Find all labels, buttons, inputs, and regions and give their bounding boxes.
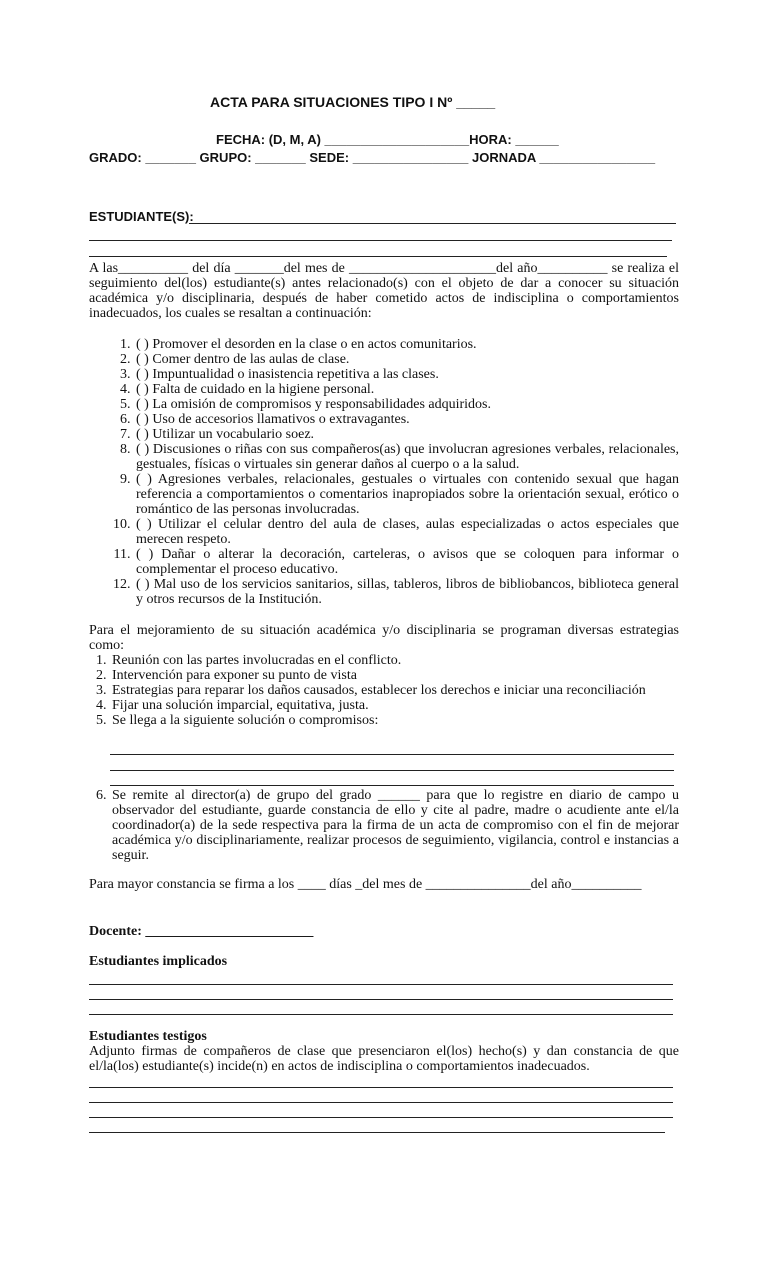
strategies-intro: Para el mejoramiento de su situación académica y/o disciplinaria se programan diversas estrategias como: bbox=[89, 623, 679, 653]
list-item[interactable]: 6. ( ) Uso de accesorios llamativos o extravagantes. bbox=[134, 412, 679, 427]
docente-signature-line[interactable]: Docente: ________________________ bbox=[89, 924, 314, 939]
list-item: 5. Se llega a la siguiente solución o compromisos: bbox=[110, 713, 679, 728]
implicados-line-2[interactable] bbox=[89, 999, 673, 1000]
grado-grupo-sede-line[interactable]: GRADO: _______ GRUPO: _______ SEDE: ________________ JORNADA ________________ bbox=[89, 150, 656, 165]
intro-paragraph: A las__________ del día _______del mes de _____________________del año__________ se realiza el seguimiento del(los) estudiante(s) antes relacionado(s) con el objeto de dar a conocer su situación académica y/o disciplinaria, después de haber cometido actos de indisciplina o comportamientos inadecuados, los cuales se resaltan a continuación: bbox=[89, 261, 679, 321]
implicados-line-3[interactable] bbox=[89, 1014, 673, 1015]
list-item[interactable]: 11. ( ) Dañar o alterar la decoración, carteleras, o avisos que se coloquen para informar o complementar el proceso educativo. bbox=[134, 547, 679, 577]
list-item: 4. Fijar una solución imparcial, equitativa, justa. bbox=[110, 698, 679, 713]
list-item[interactable]: 1. ( ) Promover el desorden en la clase o en actos comunitarios. bbox=[134, 337, 679, 352]
strategies-list bbox=[89, 653, 679, 728]
compromisos-line-1[interactable] bbox=[110, 754, 674, 755]
list-item[interactable]: 12. ( ) Mal uso de los servicios sanitarios, sillas, tableros, libros de bibliobancos, biblioteca general y otros recursos de la Institución. bbox=[134, 577, 679, 607]
fecha-hora-line[interactable]: FECHA: (D, M, A) ____________________HORA: ______ bbox=[216, 132, 559, 147]
compromisos-line-2[interactable] bbox=[110, 770, 674, 771]
testigos-line-1[interactable] bbox=[89, 1087, 673, 1088]
list-item[interactable]: 3. ( ) Impuntualidad o inasistencia repetitiva a las clases. bbox=[134, 367, 679, 382]
list-item[interactable]: 7. ( ) Utilizar un vocabulario soez. bbox=[134, 427, 679, 442]
strategy-6-list bbox=[89, 788, 679, 863]
estudiantes-label: ESTUDIANTE(S): bbox=[89, 209, 194, 224]
implicados-line-1[interactable] bbox=[89, 984, 673, 985]
estudiantes-line-3[interactable] bbox=[89, 256, 667, 257]
list-item[interactable]: 8. ( ) Discusiones o riñas con sus compañeros(as) que involucran agresiones verbales, relacionales, gestuales, físicas o virtuales sin generar daños al cuerpo o a la salud. bbox=[134, 442, 679, 472]
document-title: ACTA PARA SITUACIONES TIPO I Nº _____ bbox=[210, 94, 496, 110]
behavior-list bbox=[89, 337, 679, 607]
testigos-title: Estudiantes testigos bbox=[89, 1029, 207, 1044]
compromisos-line-3[interactable] bbox=[110, 785, 674, 786]
list-item: 1. Reunión con las partes involucradas en el conflicto. bbox=[110, 653, 679, 668]
list-item[interactable]: 5. ( ) La omisión de compromisos y responsabilidades adquiridos. bbox=[134, 397, 679, 412]
list-item: 3. Estrategias para reparar los daños causados, establecer los derechos e iniciar una reconciliación bbox=[110, 683, 679, 698]
list-item: 6. Se remite al director(a) de grupo del grado ______ para que lo registre en diario de campo u observador del estudiante, guarde constancia de ello y cite al padre, madre o acudiente ante el/la coordinador(a) de la sede respectiva para la firma de un acta de compromiso con el fin de mejorar académica y/o disciplinariamente, realizar procesos de seguimiento, vigilancia, control e instancias a seguir. bbox=[110, 788, 679, 863]
estudiantes-line-2[interactable] bbox=[89, 240, 672, 241]
list-item[interactable]: 10. ( ) Utilizar el celular dentro del aula de clases, aulas especializadas o actos especiales que merecen respeto. bbox=[134, 517, 679, 547]
constancia-line[interactable]: Para mayor constancia se firma a los ____ días _del mes de _______________del año__________ bbox=[89, 877, 642, 892]
testigos-line-2[interactable] bbox=[89, 1102, 673, 1103]
list-item[interactable]: 9. ( ) Agresiones verbales, relacionales, gestuales o virtuales con contenido sexual que hagan referencia a comportamientos o comentarios inapropiados sobre la orientación sexual, erótico o romántico de las personas involucradas. bbox=[134, 472, 679, 517]
testigos-text: Adjunto firmas de compañeros de clase que presenciaron el(los) hecho(s) y dan constancia de que el/la(los) estudiante(s) incide(n) en actos de indisciplina o comportamientos inadecuados. bbox=[89, 1044, 679, 1074]
testigos-line-3[interactable] bbox=[89, 1117, 673, 1118]
list-item[interactable]: 4. ( ) Falta de cuidado en la higiene personal. bbox=[134, 382, 679, 397]
testigos-line-4[interactable] bbox=[89, 1132, 665, 1133]
implicados-title: Estudiantes implicados bbox=[89, 954, 228, 969]
list-item: 2. Intervención para exponer su punto de vista bbox=[110, 668, 679, 683]
estudiantes-line-1[interactable] bbox=[189, 223, 676, 224]
list-item[interactable]: 2. ( ) Comer dentro de las aulas de clase. bbox=[134, 352, 679, 367]
